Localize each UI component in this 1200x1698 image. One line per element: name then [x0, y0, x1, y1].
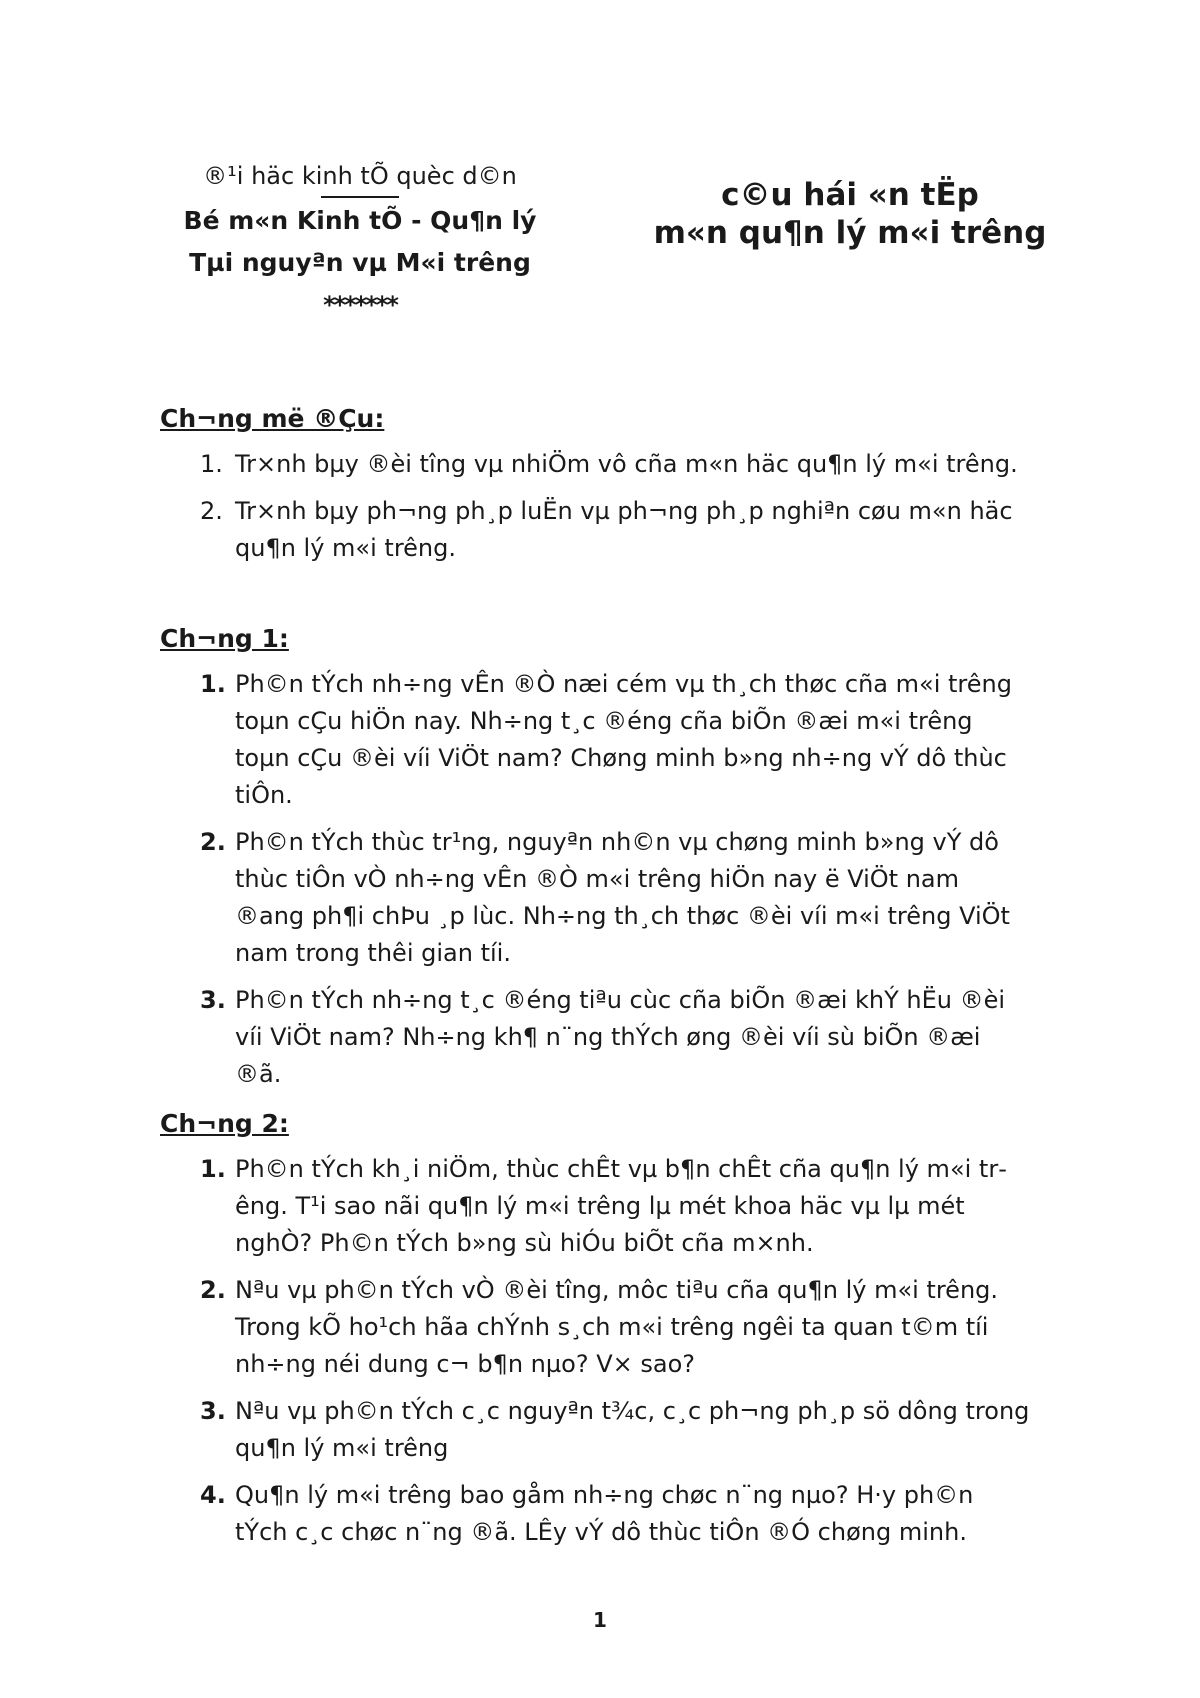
question-number: 3.: [200, 1397, 226, 1425]
section-chapter-2-title: Ch¬ng 2:: [160, 1109, 289, 1138]
question-number: 2.: [200, 1276, 226, 1304]
question-item: [160, 1272, 1030, 1383]
header-divider: [321, 196, 399, 198]
section-chapter-2: [160, 1107, 1060, 1561]
question-number: 1.: [200, 1155, 226, 1183]
question-number: 3.: [200, 986, 226, 1014]
section-intro-title: Ch¬ng më ®Çu:: [160, 404, 385, 433]
section-chapter-1: [160, 622, 1060, 1103]
question-item: [160, 1393, 1030, 1467]
section-intro: [160, 402, 1060, 577]
university-name: ®¹i häc kinh tÕ quèc d©n: [203, 162, 517, 190]
question-text: Ph©n tÝch thùc tr¹ng, nguyªn nh©n vµ chøng minh b»ng vÝ dô thùc tiÔn vÒ nh÷ng vÊn ®Ò m«i trêng hiÖn nay ë ViÖt nam ®ang ph¶i chÞu ¸p lùc. Nh÷ng th¸ch thøc ®èi víi m«i trêng ViÖt nam trong thêi gian tíi.: [235, 828, 1010, 967]
question-text: Qu¶n lý m«i trêng bao gåm nh÷ng chøc n¨ng nµo? H·y ph©n tÝch c¸c chøc n¨ng ®ã. LÊy vÝ dô thùc tiÔn ®Ó chøng minh.: [235, 1481, 974, 1546]
question-item: [160, 666, 1030, 814]
question-text: Ph©n tÝch kh¸i niÖm, thùc chÊt vµ b¶n chÊt cña qu¶n lý m«i trêng. T¹i sao nãi qu¶n lý m«i trêng lµ mét khoa häc vµ lµ mét nghÒ? Ph©n tÝch b»ng sù hiÓu biÕt cña m×nh.: [235, 1155, 1007, 1257]
question-text: Nªu vµ ph©n tÝch c¸c nguyªn t¾c, c¸c ph¬ng ph¸p sö dông trong qu¶n lý m«i trêng: [235, 1397, 1030, 1462]
question-item: [160, 982, 1030, 1093]
question-text: Nªu vµ ph©n tÝch vÒ ®èi tîng, môc tiªu cña qu¶n lý m«i trêng. Trong kÕ ho¹ch hãa chÝnh s¸ch m«i trêng ngêi ta quan t©m tíi nh÷ng néi dung c¬ b¶n nµo? V× sao?: [235, 1276, 999, 1378]
question-item: [160, 824, 1030, 972]
question-list-chapter-2: [160, 1151, 1060, 1551]
document-title-line1: c©u hái «n tËp: [721, 177, 979, 213]
question-list-intro: [160, 446, 1060, 567]
institution-header: [140, 160, 580, 320]
page-number: 1: [593, 1608, 607, 1632]
question-item: [160, 1477, 1030, 1551]
question-number: 2.: [200, 497, 223, 525]
question-list-chapter-1: [160, 666, 1060, 1093]
department-name-line1: Bé m«n Kinh tÕ - Qu¶n lý: [183, 206, 537, 235]
question-item: [160, 493, 1030, 567]
question-number: 1.: [200, 450, 223, 478]
question-number: 1.: [200, 670, 226, 698]
document-title-block: [600, 176, 1100, 252]
question-text: Tr×nh bµy ®èi tîng vµ nhiÖm vô cña m«n häc qu¶n lý m«i trêng.: [235, 450, 1018, 478]
question-number: 4.: [200, 1481, 226, 1509]
section-chapter-1-title: Ch¬ng 1:: [160, 624, 289, 653]
question-text: Ph©n tÝch nh÷ng t¸c ®éng tiªu cùc cña biÕn ®æi khÝ hËu ®èi víi ViÖt nam? Nh÷ng kh¶ n¨ng thÝch øng ®èi víi sù biÕn ®æi ®ã.: [235, 986, 1006, 1088]
department-name-line2: Tµi nguyªn vµ M«i trêng: [189, 248, 531, 277]
question-text: Ph©n tÝch nh÷ng vÊn ®Ò næi cém vµ th¸ch thøc cña m«i trêng toµn cÇu hiÖn nay. Nh÷ng t¸c ®éng cña biÕn ®æi m«i trêng toµn cÇu ®èi víi ViÖt nam? Chøng minh b»ng nh÷ng vÝ dô thùc tiÔn.: [235, 670, 1012, 809]
question-text: Tr×nh bµy ph¬ng ph¸p luËn vµ ph¬ng ph¸p nghiªn cøu m«n häc qu¶n lý m«i trêng.: [235, 497, 1013, 562]
question-number: 2.: [200, 828, 226, 856]
document-title-line2: m«n qu¶n lý m«i trêng: [653, 215, 1047, 251]
question-item: [160, 446, 1030, 483]
decorative-stars: *******: [323, 291, 397, 319]
question-item: [160, 1151, 1030, 1262]
